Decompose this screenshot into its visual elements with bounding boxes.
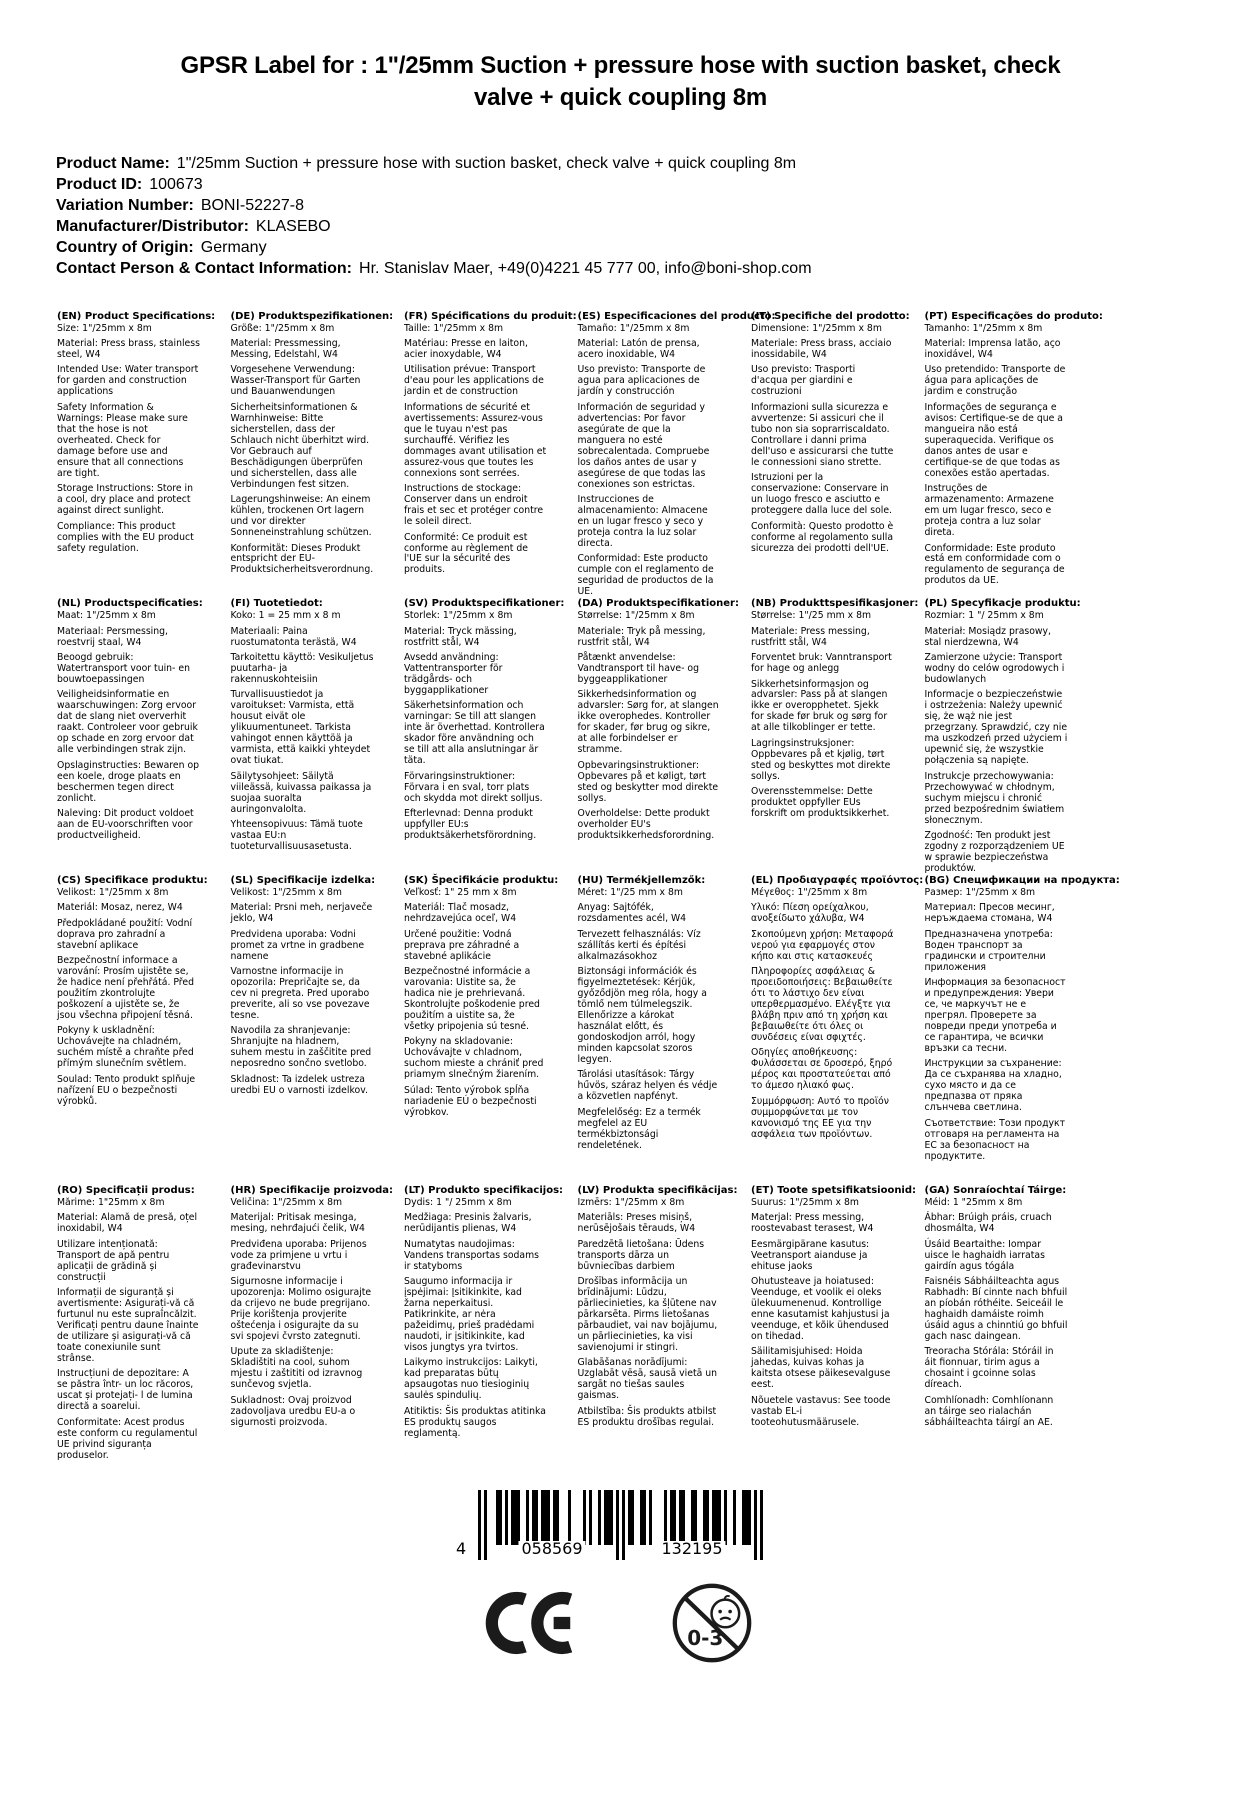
spec-block-paragraphs: [231, 611, 381, 853]
spec-paragraph: Μέγεθος: 1"/25mm x 8m: [751, 886, 868, 898]
language-spec-block: [925, 1185, 1075, 1429]
spec-block-heading: (GA) Sonraíochtaí Táirge:: [924, 1184, 1067, 1196]
language-spec-block: [57, 875, 207, 1108]
spec-block-paragraphs: [925, 324, 1075, 588]
gpsr-label-page: [0, 50, 1241, 1804]
spec-block-paragraphs: [925, 1198, 1075, 1429]
spec-paragraph: Forventet bruk: Vanntransport for hage og anlegg: [751, 652, 892, 675]
spec-paragraph: Material: Pressmessing, Messing, Edelstahl, W4: [230, 338, 341, 361]
spec-paragraph: Suurus: 1"/25mm x 8m: [751, 1196, 859, 1208]
product-info-label: Manufacturer/Distributor:: [56, 217, 249, 235]
spec-paragraph: Treoracha Stórála: Stóráil in áit fionnuar, tirim agus a chosaint i gcoinne solas díreach.: [924, 1346, 1054, 1391]
spec-paragraph: Glabāšanas norādījumi: Uzglabāt vēsā, sausā vietā un sargāt no tiešas saules gaismas.: [577, 1357, 718, 1402]
spec-paragraph: Medžiaga: Presinis žalvaris, nerūdijantis plienas, W4: [404, 1212, 532, 1235]
barcode-first-digit: 4: [456, 1538, 467, 1558]
spec-block-heading: (FR) Spécifications du produit:: [404, 310, 577, 322]
spec-paragraph: Pokyny k uskladnění: Uchovávejte na chladném, suchém místě a chraňte před přímým slunečním světlem.: [57, 1025, 194, 1070]
spec-block-heading: (LV) Produkta specifikācijas:: [577, 1184, 738, 1196]
language-spec-block: [751, 874, 924, 1141]
spec-paragraph: Overensstemmelse: Dette produktet oppfyller EUs forskrift om produktsikkerhet.: [751, 786, 890, 820]
spec-paragraph: Информация за безопасност и предупреждения: Увери се, че маркучът не е прегрял. Проверете за повреди преди употреба и се гарантира, че всички връзки са тесни.: [924, 977, 1066, 1054]
spec-paragraph: Drošības informācija un brīdinājumi: Lūdzu, pārliecinieties, ka šļūtene nav pārkarsēta. Pirms lietošanas pārbaudiet, vai nav bojājumu, un pārliecinieties, ka visi savienojumi ir stingri.: [577, 1276, 718, 1353]
spec-paragraph: Informații de siguranță și avertismente: Asigurați-vă că furtunul nu este supraîncălzit. Verificați pentru daune înainte de utilizare și asigurați-vă că toate conexiunile sunt strânse.: [57, 1287, 199, 1364]
spec-block-heading: (HR) Specifikacije proizvoda:: [230, 1184, 394, 1196]
spec-paragraph: Påtænkt anvendelse: Vandtransport til have- og byggeapplikationer: [577, 652, 700, 685]
spec-paragraph: Инструкции за съхранение: Да се съхранява на хладно, сухо място и да се предпазва от пряка слънчева светлина.: [924, 1058, 1062, 1114]
spec-paragraph: Méid: 1 "25mm x 8m: [924, 1196, 1023, 1208]
spec-block-heading: (DA) Produktspecifikationer:: [577, 598, 739, 610]
spec-paragraph: Size: 1"/25mm x 8m: [57, 322, 152, 334]
spec-paragraph: Utilizare intenționată: Transport de apă pentru aplicații de grădină și construcții: [57, 1238, 170, 1283]
spec-paragraph: Storage Instructions: Store in a cool, dry place and protect against direct sunlight.: [57, 483, 194, 517]
spec-block-heading: (IT) Specifiche del prodotto:: [751, 310, 910, 322]
product-info-value: Hr. Stanislav Maer, +49(0)4221 45 777 00, info@boni-shop.com: [359, 259, 812, 277]
spec-paragraph: Uso previsto: Trasporti d'acqua per giardini e costruzioni: [751, 364, 856, 398]
spec-block-heading: (EN) Product Specifications:: [57, 310, 216, 322]
spec-paragraph: Sikkerhetsinformasjon og advarsler: Pass på at slangen ikke er overopphetet. Sjekk for skade før bruk og sørg for at alle tilkoblinger er tette.: [751, 678, 888, 734]
spec-paragraph: Intended Use: Water transport for garden and construction applications: [57, 364, 199, 398]
spec-paragraph: Größe: 1"/25mm x 8m: [230, 322, 335, 334]
spec-paragraph: Úsáid Beartaithe: Iompar uisce le haghaidh iarratas gairdín agus tógála: [924, 1238, 1045, 1272]
spec-paragraph: Informacje o bezpieczeństwie i ostrzeżenia: Należy upewnić się, że wąż nie jest przegrzany. Sprawdzić, czy nie ma uszkodzeń przed użyciem i upewnić się, że wszystkie połączenia są napięte.: [924, 689, 1068, 767]
spec-paragraph: Предназначена употреба: Воден транспорт за градински и строителни приложения: [924, 928, 1053, 973]
spec-paragraph: Bezpečnostné informácie a varovania: Uistite sa, že hadica nie je prehrievaná. Skontrolujte poškodenie pred použitím a uistite sa, že všetky pripojenia sú tesné.: [404, 966, 540, 1032]
spec-paragraph: Instrukcje przechowywania: Przechowywać w chłodnym, suchym miejscu i chronić przed bezpośrednim światłem słonecznym.: [924, 770, 1065, 826]
spec-paragraph: Förvaringsinstruktioner: Förvara i en sval, torr plats och skydda mot direkt solljus.: [404, 770, 543, 804]
spec-paragraph: Dydis: 1 "/ 25mm x 8m: [404, 1196, 512, 1208]
spec-paragraph: Material: Prsni meh, nerjaveče jeklo, W4: [230, 902, 373, 925]
spec-paragraph: Conformidad: Este producto cumple con el reglamento de seguridad de productos de la UE.: [577, 553, 714, 598]
spec-block-heading: (PT) Especificações do produto:: [924, 310, 1103, 322]
spec-block-paragraphs: [231, 324, 381, 577]
product-info-label: Variation Number:: [56, 196, 194, 214]
product-info-label: Contact Person & Contact Information:: [56, 259, 353, 277]
spec-block-heading: (FI) Tuotetiedot:: [230, 598, 323, 610]
spec-paragraph: Utilisation prévue: Transport d'eau pour les applications de jardin et de construction: [404, 364, 544, 398]
spec-paragraph: Størrelse: 1"/25 mm x 8m: [751, 610, 872, 622]
spec-paragraph: Informações de segurança e avisos: Certifique-se de que a mangueira não está superaquecida. Verifique os danos antes de usar e certifique-se de que todas as conexões estão apertadas.: [924, 401, 1063, 479]
spec-paragraph: Conformidade: Este produto está em conformidade com o regulamento de segurança de produtos da UE.: [924, 542, 1065, 587]
language-spec-block: [751, 310, 910, 555]
product-info-row: [56, 153, 1241, 174]
language-spec-block: [577, 310, 776, 599]
spec-paragraph: Soulad: Tento produkt splňuje nařízení EU o bezpečnosti výrobků.: [57, 1073, 196, 1107]
spec-paragraph: Navodila za shranjevanje: Shranjujte na hladnem, suhem mestu in zaščitite pred neposredno sončno svetlobo.: [230, 1025, 372, 1070]
spec-block-heading: (NL) Productspecificaties:: [57, 598, 203, 610]
spec-block-paragraphs: [231, 1198, 381, 1429]
spec-paragraph: Dimensione: 1"/25mm x 8m: [751, 322, 882, 334]
spec-paragraph: Veiligheidsinformatie en waarschuwingen: Zorg ervoor dat de slang niet oververhit raakt. Controleer voor gebruik op schade en zorg ervoor dat alle verbindingen strak zijn.: [57, 689, 198, 756]
spec-paragraph: Rozmiar: 1 "/ 25mm x 8m: [924, 610, 1044, 622]
spec-paragraph: Naleving: Dit product voldoet aan de EU-voorschriften voor productveiligheid.: [57, 808, 194, 842]
spec-paragraph: Materiale: Press brass, acciaio inossidabile, W4: [751, 338, 892, 361]
spec-paragraph: Ohutusteave ja hoiatused: Veenduge, et voolik ei oleks ülekuumenenud. Kontrollige enne kasutamist kahjustusi ja veenduge, et kõik ühendused on tihedad.: [751, 1276, 890, 1342]
language-spec-block: [404, 598, 565, 842]
spec-block-paragraphs: [751, 888, 901, 1141]
spec-paragraph: Comhlíonadh: Comhlíonann an táirge seo rialachán sábháilteachta táirgí an AE.: [924, 1394, 1054, 1428]
language-spec-block: [751, 598, 919, 820]
product-info-value: Germany: [200, 238, 267, 256]
product-info-label: Product ID:: [56, 175, 143, 193]
spec-paragraph: Material: Tryck mässing, rostfritt stål, W4: [404, 625, 517, 648]
spec-paragraph: Lagringsinstruksjoner: Oppbevares på et kjølig, tørt sted og beskyttes mot direkte sollys.: [751, 737, 891, 782]
product-info: [56, 153, 1241, 279]
spec-paragraph: Předpokládané použití: Vodní doprava pro zahradní a stavební aplikace: [57, 917, 193, 951]
spec-paragraph: Sigurnosne informacije i upozorenja: Molimo osigurajte da crijevo ne bude pregrijano. Prije korištenja provjerite oštećenja i osigurajte da su svi spojevi čvrsto zategnuti.: [230, 1276, 372, 1342]
page-title: GPSR Label for : 1"/25mm Suction + pressure hose with suction basket, check valve + quick coupling 8m: [180, 52, 1061, 112]
spec-block-heading: (LT) Produkto specifikacijos:: [404, 1184, 564, 1196]
language-spec-block: [578, 875, 728, 1152]
spec-paragraph: Tarkoitettu käyttö: Vesikuljetus puutarha- ja rakennuskohteisiin: [230, 652, 374, 685]
spec-block-paragraphs: [578, 1198, 728, 1429]
spec-paragraph: Instrucțiuni de depozitare: A se păstra într- un loc răcoros, uscat și protejați- l de lumina directă a soarelui.: [57, 1368, 194, 1413]
spec-paragraph: Koko: 1 = 25 mm x 8 m: [230, 610, 341, 622]
language-spec-block: [57, 1185, 207, 1462]
spec-paragraph: Veličina: 1"/25mm x 8m: [230, 1196, 343, 1208]
spec-paragraph: Οδηγίες αποθήκευσης: Φυλάσσεται σε δροσερό, ξηρό μέρος και προστατεύεται από το άμεσο ηλιακό φως.: [751, 1047, 893, 1092]
spec-paragraph: Tervezett felhasználás: Víz szállítás kerti és építési alkalmazásokhoz: [577, 928, 701, 962]
language-spec-block: [404, 1184, 564, 1440]
language-spec-block: [230, 310, 394, 577]
spec-block-heading: (NB) Produkttspesifikasjoner:: [751, 598, 919, 610]
language-spec-block: [57, 310, 216, 555]
language-spec-block: [57, 598, 207, 842]
language-spec-block: [404, 310, 577, 577]
spec-paragraph: Conformité: Ce produit est conforme au règlement de l'UE sur la sécurité des produits.: [404, 531, 529, 576]
spec-block-paragraphs: [404, 1198, 554, 1440]
spec-paragraph: Σκοπούμενη χρήση: Μεταφορά νερού για εφαρμογές στον κήπο και στις κατασκευές: [751, 928, 894, 962]
product-info-value: KLASEBO: [255, 217, 331, 235]
spec-paragraph: Avsedd användning: Vattentransporter för trädgårds- och byggapplikationer: [404, 652, 503, 696]
spec-block-paragraphs: [231, 888, 381, 1097]
spec-paragraph: Säilitamisjuhised: Hoida jahedas, kuivas kohas ja kaitsta otsese päikesevalguse eest.: [751, 1346, 891, 1391]
spec-block-paragraphs: [57, 1198, 207, 1462]
language-spec-block: [924, 310, 1103, 588]
spec-block-heading: (ET) Toote spetsifikatsioonid:: [751, 1184, 917, 1196]
spec-block-heading: (PL) Specyfikacje produktu:: [924, 598, 1081, 610]
spec-block-paragraphs: [404, 611, 554, 842]
spec-paragraph: Sukladnost: Ovaj proizvod zadovoljava uredbu EU-a o sigurnosti proizvoda.: [230, 1394, 356, 1428]
spec-paragraph: Pokyny na skladovanie: Uchovávajte v chladnom, suchom mieste a chrániť pred priamym slnečným žiarením.: [404, 1036, 544, 1081]
spec-paragraph: Material: Latón de prensa, acero inoxidable, W4: [577, 338, 700, 361]
spec-paragraph: Efterlevnad: Denna produkt uppfyller EU:s produktsäkerhetsförordning.: [404, 808, 537, 842]
ean13-barcode: [456, 1488, 763, 1562]
spec-paragraph: Materjal: Press messing, roostevabast terasest, W4: [751, 1212, 874, 1235]
spec-block-heading: (CS) Specifikace produktu:: [57, 874, 208, 886]
spec-paragraph: Materiál: Mosaz, nerez, W4: [57, 902, 183, 914]
spec-paragraph: Informations de sécurité et avertissements: Assurez-vous que le tuyau n'est pas surchauffé. Vérifiez les dommages avant utilisation et assurez-vous que toutes les connexions sont serrées.: [404, 401, 547, 479]
spec-paragraph: Tárolási utasítások: Tárgy hűvös, száraz helyen és védje a közvetlen napfényt.: [577, 1069, 718, 1103]
spec-paragraph: Πληροφορίες ασφάλειας & προειδοποιήσεις: Βεβαιωθείτε ότι το λάστιχο δεν είναι υπερθερμασμένο. Ελέγξτε για βλάβη πριν από τη χρήση και βεβαιωθείτε ότι όλες οι συνδέσεις είναι σφιχτές.: [751, 966, 893, 1043]
spec-paragraph: Uso pretendido: Transporte de água para aplicações de jardim e construção: [924, 364, 1066, 398]
spec-paragraph: Materijal: Pritisak mesinga, mesing, nehrđajući čelik, W4: [230, 1212, 365, 1235]
spec-paragraph: Conformità: Questo prodotto è conforme al regolamento sulla sicurezza dei prodotti dell'UE.: [751, 520, 894, 554]
spec-paragraph: Nõuetele vastavus: See toode vastab EL-i tooteohutusmäärusele.: [751, 1394, 891, 1428]
barcode-right-group: 132195: [658, 1541, 725, 1557]
product-info-row: [56, 174, 1241, 195]
spec-paragraph: Opbevaringsinstruktioner: Opbevares på et køligt, tørt sted og beskytter mod direkte sollys.: [577, 759, 719, 804]
spec-paragraph: Laikymo instrukcijos: Laikyti, kad preparatas būtų apsaugotas nuo tiesioginių saulės spindulių.: [404, 1357, 538, 1402]
spec-paragraph: Yhteensopivuus: Tämä tuote vastaa EU:n tuoteturvallisuusasetusta.: [230, 819, 363, 853]
spec-block-paragraphs: [57, 324, 207, 555]
spec-paragraph: Størrelse: 1"/25mm x 8m: [577, 610, 695, 622]
spec-paragraph: Съответствие: Този продукт отговаря на регламента на ЕС за безопасност на продуктите.: [924, 1117, 1066, 1162]
spec-block-paragraphs: [925, 611, 1075, 875]
spec-paragraph: Material: Imprensa latão, aço inoxidável, W4: [924, 338, 1061, 361]
spec-paragraph: Anyag: Sajtófék, rozsdamentes acél, W4: [577, 902, 687, 925]
spec-paragraph: Συμμόρφωση: Αυτό το προϊόν συμμορφώνεται με τον κανονισμό της ΕΕ για την ασφάλεια των προϊόντων.: [751, 1095, 889, 1140]
spec-block-heading: (EL) Προδιαγραφές προϊόντος:: [751, 874, 924, 886]
language-spec-block: [577, 598, 739, 842]
spec-block-paragraphs: [57, 888, 207, 1108]
spec-paragraph: Materiál: Tlač mosadz, nehrdzavejúca oceľ, W4: [404, 902, 517, 925]
compliance-symbols: [465, 1582, 777, 1664]
spec-paragraph: Opslaginstructies: Bewaren op een koele, droge plaats en beschermen tegen direct zonlicht.: [57, 759, 200, 804]
product-info-row: [56, 216, 1241, 237]
language-spec-block: [924, 874, 1120, 1163]
spec-paragraph: Materiāls: Preses misiņš, nerūsējošais tērauds, W4: [577, 1212, 696, 1235]
spec-paragraph: Atitiktis: Šis produktas atitinka ES produktų saugos reglamentą.: [404, 1405, 546, 1439]
spec-paragraph: Paredzētā lietošana: Ūdens transports dārza un būvniecības darbiem: [577, 1238, 705, 1272]
spec-block-paragraphs: [578, 324, 728, 599]
spec-paragraph: Zamierzone użycie: Transport wodny do celów ogrodowych i budowlanych: [924, 652, 1065, 685]
spec-paragraph: Material: Press brass, stainless steel, W4: [57, 338, 200, 361]
language-spec-block: [231, 875, 381, 1097]
language-spec-block: [577, 1184, 738, 1429]
spec-block-paragraphs: [751, 611, 901, 820]
spec-block-paragraphs: [751, 1198, 901, 1429]
spec-block-heading: (BG) Спецификации на продукта:: [924, 874, 1120, 886]
spec-block-heading: (RO) Specificații produs:: [57, 1184, 195, 1196]
language-specs-grid: [57, 310, 1120, 1462]
spec-block-paragraphs: [578, 888, 728, 1152]
spec-paragraph: Beoogd gebruik: Watertransport voor tuin- en bouwtoepassingen: [57, 652, 190, 685]
spec-paragraph: Saugumo informacija ir įspėjimai: Įsitikinkite, kad žarna neperkaitusi. Patikrinkite, ar nėra pažeidimų, prieš pradėdami naudoti, ir įsitikinkite, kad visos jungtys yra tvirtos.: [404, 1276, 535, 1353]
spec-paragraph: Compliance: This product complies with the EU product safety regulation.: [57, 520, 194, 554]
ce-mark-icon: [467, 1589, 579, 1657]
spec-paragraph: Biztonsági információk és figyelmeztetések: Kérjük, győződjön meg róla, hogy a tömlő nem túlmelegszik. Ellenőrizze a károkat használat előtt, és gondoskodjon arról, hogy minden kapcsolat szoros legyen.: [577, 966, 707, 1065]
spec-paragraph: Upute za skladištenje: Skladištiti na cool, suhom mjestu i zaštititi od izravnog sunčevog svjetla.: [230, 1346, 363, 1391]
spec-paragraph: Instructions de stockage: Conserver dans un endroit frais et sec et protéger contre le soleil direct.: [404, 483, 544, 528]
spec-paragraph: Zgodność: Ten produkt jest zgodny z rozporządzeniem UE w sprawie bezpieczeństwa produktów.: [924, 830, 1065, 874]
spec-paragraph: Megfelelőség: Ez a termék megfelel az EU termékbiztonsági rendeletének.: [577, 1106, 701, 1151]
spec-block-heading: (SK) Špecifikácie produktu:: [404, 874, 559, 886]
spec-paragraph: Säkerhetsinformation och varningar: Se till att slangen inte är överhettad. Kontrollera skador före användning och se till att alla anslutningar är täta.: [404, 700, 545, 767]
age-warning-0-3-icon: [671, 1582, 753, 1664]
product-info-value: 100673: [149, 175, 203, 193]
age-warning-text: 0-3: [686, 1625, 723, 1650]
language-spec-block: [404, 874, 559, 1119]
spec-paragraph: Ábhar: Brúigh práis, cruach dhosmálta, W4: [924, 1212, 1052, 1235]
spec-block-paragraphs: [404, 888, 554, 1119]
spec-paragraph: Veľkosť: 1" 25 mm x 8m: [404, 886, 517, 898]
spec-block-heading: (DE) Produktspezifikationen:: [230, 310, 394, 322]
spec-block-heading: (ES) Especificaciones del producto:: [577, 310, 776, 322]
spec-paragraph: Υλικό: Πίεση ορείχαλκου, ανοξείδωτο χάλυβα, W4: [751, 902, 869, 925]
spec-paragraph: Размер: 1"/25mm x 8m: [924, 886, 1036, 898]
spec-paragraph: Bezpečnostní informace a varování: Prosím ujistěte se, že hadice není přehřátá. Před použitím zkontrolujte poškození a ujistěte se, že jsou všechna připojení těsná.: [57, 955, 195, 1021]
product-info-row: [56, 258, 1241, 279]
barcode-left-group: 058569: [518, 1541, 585, 1557]
spec-paragraph: Konformität: Dieses Produkt entspricht der EU-Produktsicherheitsverordnung.: [230, 542, 374, 576]
language-spec-block: [231, 598, 381, 853]
spec-paragraph: Izmērs: 1"/25mm x 8m: [577, 1196, 685, 1208]
spec-paragraph: Maat: 1"/25mm x 8m: [57, 610, 156, 622]
spec-paragraph: Turvallisuustiedot ja varoitukset: Varmista, että housut eivät ole ylikuumentuneet. Tarkista vahingot ennen käyttöä ja varmista, että kaikki yhteydet ovat tiukat.: [230, 689, 371, 767]
spec-paragraph: Información de seguridad y advertencias: Por favor asegúrate de que la manguera no esté sobrecalentada. Compruebe los daños antes de usar y asegúrese de que todas las conexiones son estrictas.: [577, 401, 710, 490]
spec-paragraph: Atbilstība: Šis produkts atbilst ES produktu drošības regulai.: [577, 1405, 717, 1428]
spec-paragraph: Materiaal: Persmessing, roestvrij staal, W4: [57, 625, 169, 648]
spec-block-heading: (SV) Produktspecifikationer:: [404, 598, 565, 610]
spec-paragraph: Vorgesehene Verwendung: Wasser-Transport für Garten und Bauanwendungen: [230, 364, 361, 398]
spec-paragraph: Súlad: Tento výrobok spĺňa nariadenie EÚ o bezpečnosti výrobkov.: [404, 1084, 537, 1118]
product-info-label: Product Name:: [56, 154, 170, 172]
spec-paragraph: Overholdelse: Dette produkt overholder EU's produktsikkerhedsforordning.: [577, 808, 715, 842]
spec-paragraph: Predvidena uporaba: Vodni promet za vrtne in gradbene namene: [230, 928, 365, 962]
spec-block-paragraphs: [404, 324, 554, 577]
spec-block-paragraphs: [578, 611, 728, 842]
spec-paragraph: Conformitate: Acest produs este conform cu regulamentul UE privind siguranța produselor.: [57, 1416, 198, 1461]
spec-paragraph: Velikost: 1"/25mm x 8m: [230, 886, 342, 898]
spec-paragraph: Säilytysohjeet: Säilytä viileässä, kuivassa paikassa ja suojaa suoralta auringonvalolta.: [230, 770, 372, 815]
spec-paragraph: Materiał: Mosiądz prasowy, stal nierdzewna, W4: [924, 625, 1051, 648]
spec-paragraph: Uso previsto: Transporte de agua para aplicaciones de jardín y construcción: [577, 364, 706, 398]
spec-block-paragraphs: [751, 324, 901, 555]
language-spec-block: [924, 598, 1081, 875]
spec-paragraph: Varnostne informacije in opozorila: Prepričajte se, da cev ni pregreta. Pred uporabo preverite, ali so vse povezave tesne.: [230, 966, 370, 1021]
spec-paragraph: Materiale: Tryk på messing, rustfrit stål, W4: [577, 625, 706, 648]
product-info-value: 1"/25mm Suction + pressure hose with suction basket, check valve + quick coupling 8m: [176, 154, 797, 172]
label-footer: [456, 1488, 777, 1664]
spec-block-paragraphs: [925, 888, 1075, 1163]
spec-paragraph: Material: Alamă de presă, oțel inoxidabil, W4: [57, 1212, 198, 1235]
spec-paragraph: Taille: 1"/25mm x 8m: [404, 322, 504, 334]
spec-paragraph: Instrucciones de almacenamiento: Almacene en un lugar fresco y seco y proteja contra la luz solar directa.: [577, 494, 708, 550]
spec-paragraph: Mărime: 1"25mm x 8m: [57, 1196, 165, 1208]
spec-paragraph: Méret: 1"/25 mm x 8m: [577, 886, 683, 898]
spec-paragraph: Skladnost: Ta izdelek ustreza uredbi EU o varnosti izdelkov.: [230, 1073, 368, 1096]
spec-paragraph: Numatytas naudojimas: Vandens transportas sodams ir statyboms: [404, 1238, 540, 1272]
spec-paragraph: Storlek: 1"/25mm x 8m: [404, 610, 513, 622]
language-spec-block: [751, 1184, 917, 1429]
product-info-row: [56, 195, 1241, 216]
spec-block-heading: (HU) Termékjellemzők:: [577, 874, 706, 886]
product-info-value: BONI-52227-8: [200, 196, 304, 214]
spec-paragraph: Predviđena uporaba: Prijenos vode za primjene u vrtu i građevinarstvu: [230, 1238, 367, 1272]
spec-paragraph: Faisnéis Sábháilteachta agus Rabhadh: Bí cinnte nach bhfuil an píobán róthéite. Seiceáil le haghaidh damáiste roimh úsáid agus a chinntiú go bhfuil gach nasc daingean.: [924, 1276, 1068, 1342]
spec-paragraph: Určené použitie: Vodná preprava pre záhradné a stavebné aplikácie: [404, 928, 520, 962]
spec-paragraph: Lagerungshinweise: An einem kühlen, trockenen Ort lagern und vor direkter Sonneneinstrahlung schützen.: [230, 494, 372, 539]
spec-paragraph: Materiale: Press messing, rustfritt stål, W4: [751, 625, 870, 648]
spec-paragraph: Sikkerhedsinformation og advarsler: Sørg for, at slangen ikke overophedes. Kontroller for skader, før brug og sikre, at alle forbindelser er stramme.: [577, 689, 719, 756]
spec-paragraph: Instruções de armazenamento: Armazene em um lugar fresco, seco e proteja contra a luz solar direta.: [924, 483, 1054, 539]
spec-paragraph: Материал: Пресов месинг, неръждаема стомана, W4: [924, 902, 1055, 925]
spec-paragraph: Matériau: Presse en laiton, acier inoxydable, W4: [404, 338, 528, 361]
language-spec-block: [230, 1184, 394, 1429]
spec-paragraph: Informazioni sulla sicurezza e avvertenze: Si assicuri che il tubo non sia soprarriscaldato. Controllare i danni prima dell'uso e assicurarsi che tutte le connessioni siano strette.: [751, 401, 894, 468]
product-info-row: [56, 237, 1241, 258]
spec-paragraph: Safety Information & Warnings: Please make sure that the hose is not overheated. Check for damage before use and ensure that all connections are tight.: [57, 401, 188, 479]
spec-paragraph: Istruzioni per la conservazione: Conservare in un luogo fresco e asciutto e proteggere dalla luce del sole.: [751, 472, 893, 517]
spec-paragraph: Eesmärgipärane kasutus: Veetransport aianduse ja ehituse jaoks: [751, 1238, 870, 1272]
spec-paragraph: Sicherheitsinformationen & Warnhinweise: Bitte sicherstellen, dass der Schlauch nicht überhitzt wird. Vor Gebrauch auf Beschädigungen überprüfen und sicherstellen, dass alle Verbindungen fest sitzen.: [230, 401, 370, 490]
spec-paragraph: Tamanho: 1"/25mm x 8m: [924, 322, 1043, 334]
spec-paragraph: Materiaali: Paina ruostumatonta terästä, W4: [230, 625, 357, 648]
spec-paragraph: Velikost: 1"/25mm x 8m: [57, 886, 169, 898]
spec-paragraph: Tamaño: 1"/25mm x 8m: [577, 322, 690, 334]
spec-block-paragraphs: [57, 611, 207, 842]
spec-block-heading: (SL) Specifikacije izdelka:: [230, 874, 376, 886]
product-info-label: Country of Origin:: [56, 238, 194, 256]
